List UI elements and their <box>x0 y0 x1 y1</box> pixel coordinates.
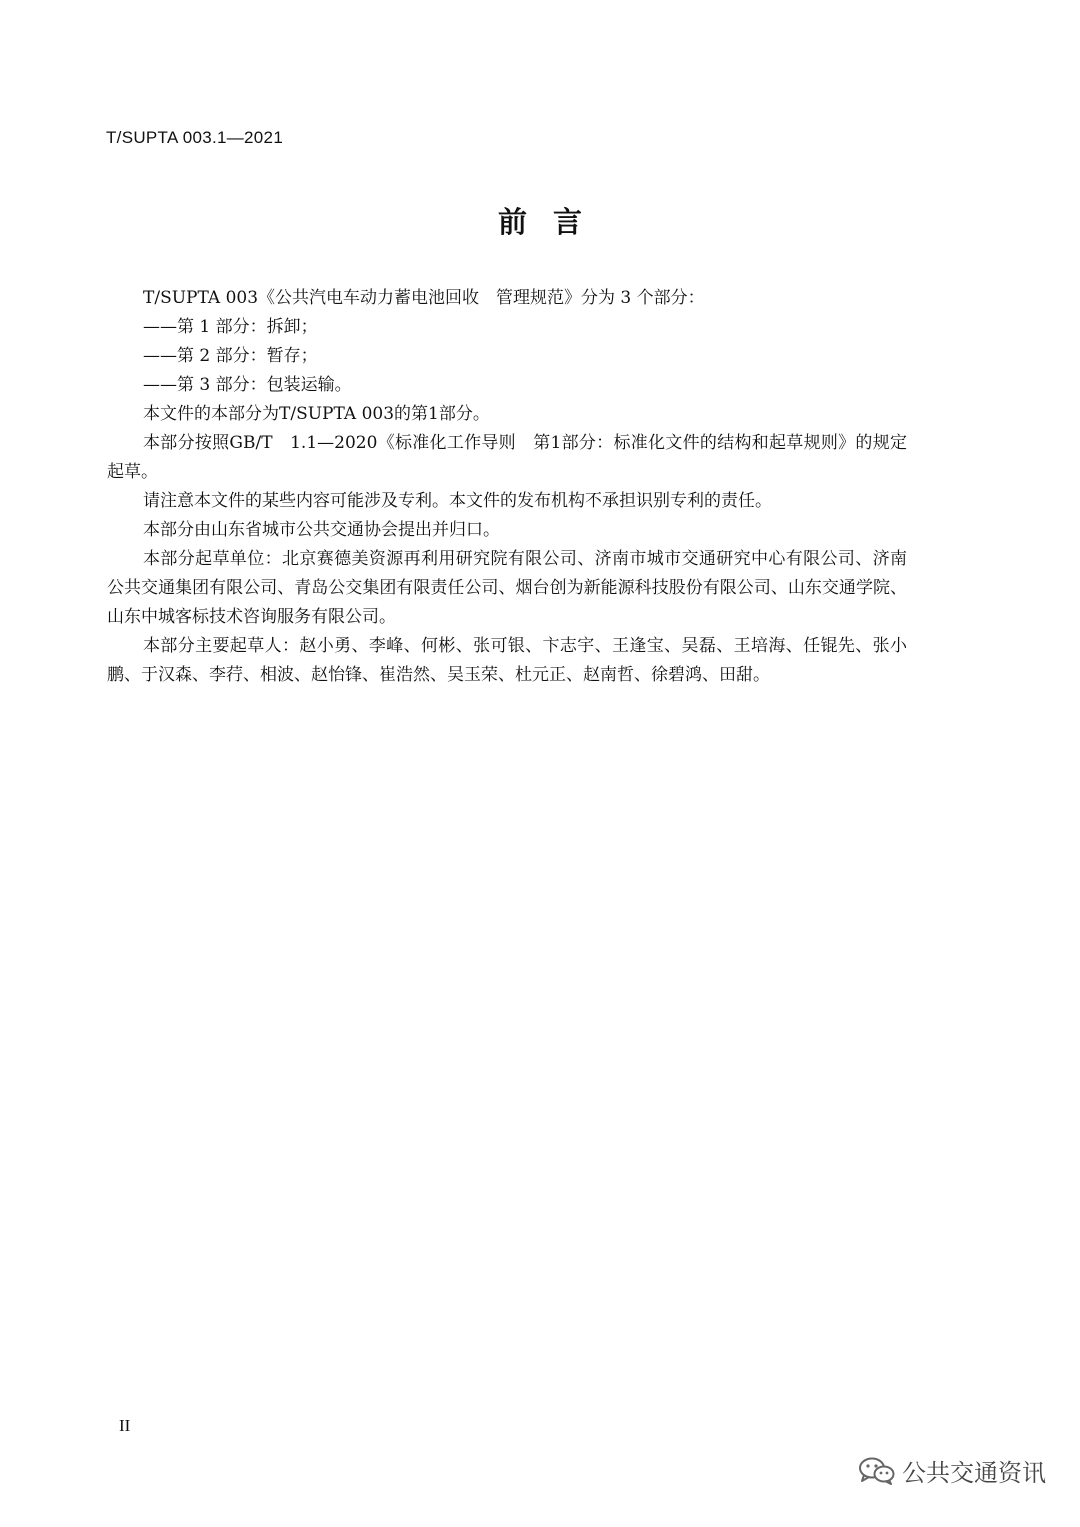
page-title: 前言 <box>497 205 608 239</box>
paragraph-part-2: ——第 2 部分：暂存； <box>143 346 318 366</box>
wechat-watermark <box>858 1453 1046 1488</box>
page-number: II <box>119 1416 131 1435</box>
standard-number: T/SUPTA 003.1—2021 <box>106 128 284 147</box>
paragraph-part-1: ——第 1 部分：拆卸； <box>143 317 318 337</box>
paragraph-drafting-units: 本部分起草单位：北京赛德美资源再利用研究院有限公司、济南市城市交通研究中心有限公司、济南公共交通集团有限公司、青岛公交集团有限责任公司、烟台创为新能源科技股份有限公司、山东交通学院、山东中城客标技术咨询服务有限公司。 <box>107 549 907 627</box>
foreword-body <box>107 284 907 690</box>
paragraph-patent-notice: 请注意本文件的某些内容可能涉及专利。本文件的发布机构不承担识别专利的责任。 <box>143 491 772 511</box>
paragraph-parts-intro: T/SUPTA 003《公共汽电车动力蓄电池回收 管理规范》分为 3 个部分： <box>143 288 705 308</box>
watermark-text: 公共交通资讯 <box>902 1459 1046 1487</box>
paragraph-drafting-rules: 本部分按照GB/T 1.1—2020《标准化工作导则 第1部分：标准化文件的结构和起草规则》的规定起草。 <box>107 433 907 482</box>
wechat-icon <box>858 1456 896 1486</box>
paragraph-part-3: ——第 3 部分：包装运输。 <box>143 375 352 395</box>
paragraph-drafters: 本部分主要起草人：赵小勇、李峰、何彬、张可银、卞志宇、王逢宝、吴磊、王培海、任锟先、张小鹏、于汉森、李荇、相波、赵怡锋、崔浩然、吴玉荣、杜元正、赵南哲、徐碧鸿、田甜。 <box>107 636 907 685</box>
paragraph-proposer: 本部分由山东省城市公共交通协会提出并归口。 <box>143 520 500 540</box>
paragraph-this-part: 本文件的本部分为T/SUPTA 003的第1部分。 <box>143 404 490 424</box>
